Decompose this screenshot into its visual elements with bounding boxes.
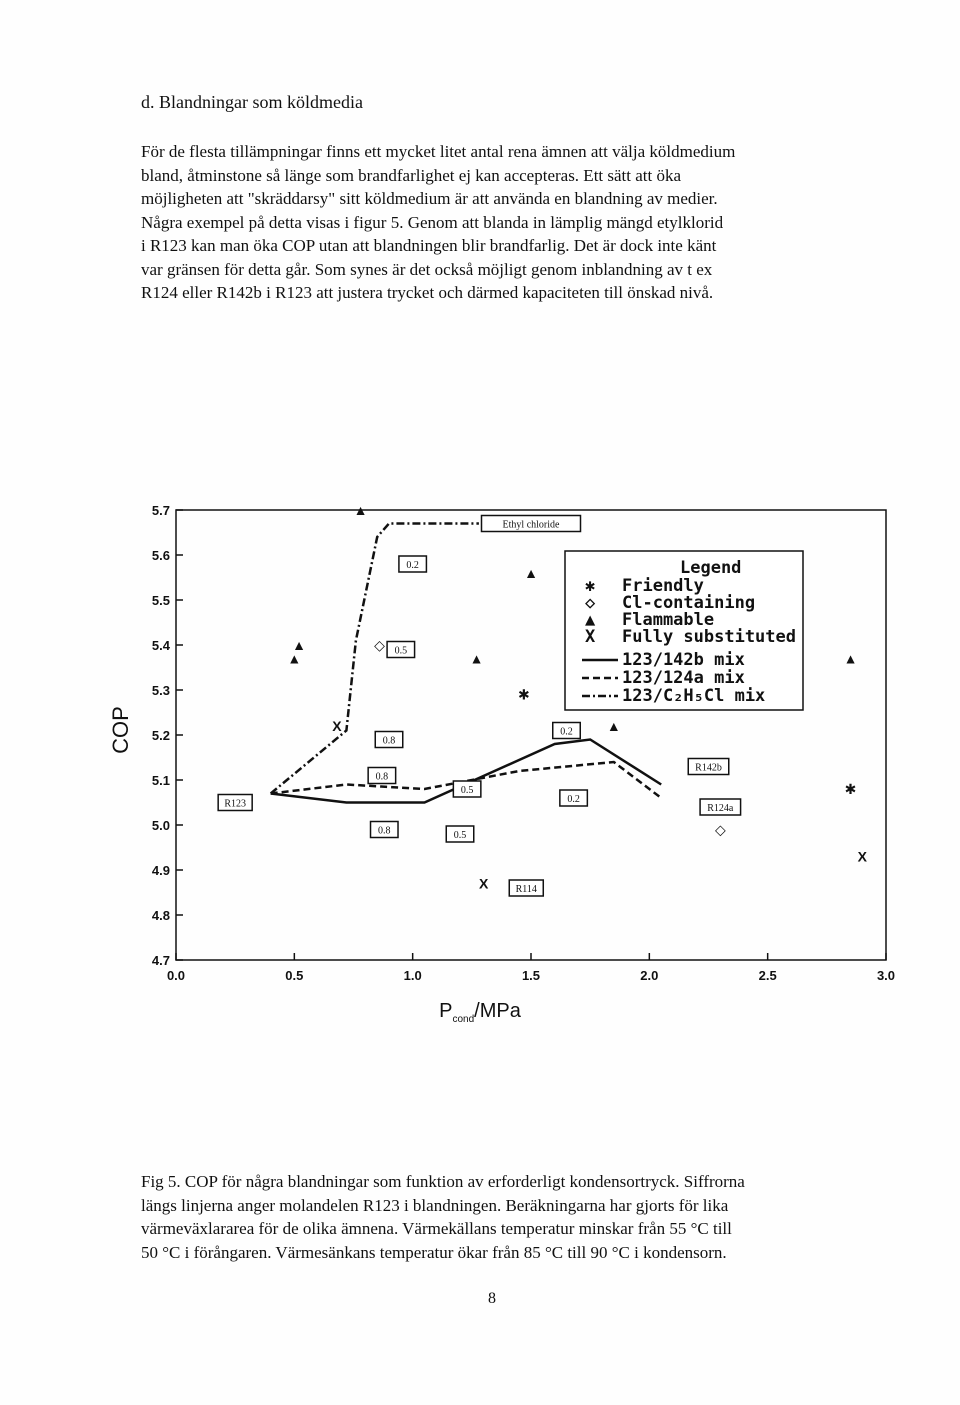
y-axis-label: COP bbox=[110, 706, 133, 754]
point-label: 0.8 bbox=[378, 825, 391, 837]
x-axis-label bbox=[439, 1000, 522, 1025]
y-tick-label: 5.2 bbox=[151, 728, 170, 743]
y-tick-label: 5.6 bbox=[151, 548, 170, 563]
point-label: 0.8 bbox=[382, 735, 396, 747]
intro-paragraph bbox=[141, 140, 853, 305]
data-point-marker: ▲ bbox=[843, 650, 858, 667]
legend-symbol-cl: ◇ bbox=[585, 593, 596, 613]
y-tick-label: 5.0 bbox=[151, 818, 170, 833]
legend-label-cl: Cl-containing bbox=[622, 593, 756, 613]
x-tick-label: 2.5 bbox=[758, 968, 777, 983]
series-line-dashdot bbox=[271, 524, 479, 794]
point-label: 0.8 bbox=[375, 771, 389, 783]
data-point-marker: X bbox=[478, 875, 489, 892]
caption-line: längs linjerna anger molandelen R123 i blandningen. Beräkningarna har gjorts för lika bbox=[141, 1195, 729, 1215]
y-tick-label: 5.3 bbox=[151, 683, 170, 698]
paragraph-line: Några exempel på detta visas i figur 5. Genom att blanda in lämplig mängd etylklorid bbox=[141, 212, 724, 232]
paragraph-line: bland, åtminstone så länge som brandfarlighet ej kan accepteras. Ett sätt att öka bbox=[141, 165, 682, 185]
y-tick-label: 5.7 bbox=[151, 503, 170, 518]
x-axis-label-sub: cond bbox=[452, 1014, 475, 1025]
chart-legend bbox=[565, 551, 803, 710]
legend-label-124a: 123/124a mix bbox=[622, 668, 745, 688]
legend-label-fully: Fully substituted bbox=[622, 627, 796, 647]
data-point-marker: ▲ bbox=[292, 637, 306, 653]
legend-symbol-fully: X bbox=[585, 627, 596, 647]
data-point-marker: ◇ bbox=[374, 637, 385, 653]
point-label: 0.5 bbox=[460, 785, 474, 796]
data-point-marker: ▲ bbox=[469, 650, 484, 667]
point-label: R124a bbox=[707, 803, 734, 814]
figure-5 bbox=[110, 490, 910, 1030]
section-heading: d. Blandningar som köldmedia bbox=[141, 92, 363, 112]
caption-line: 50 °C i förångaren. Värmesänkans temperatur ökar från 85 °C till 90 °C i kondensorn. bbox=[141, 1242, 727, 1262]
x-tick-label: 1.0 bbox=[403, 968, 422, 983]
y-tick-label: 5.4 bbox=[151, 638, 170, 653]
legend-symbol-friendly: ✱ bbox=[585, 576, 596, 596]
paragraph-line: R124 eller R142b i R123 att justera trycket och därmed kapaciteten till önskad nivå. bbox=[141, 283, 714, 302]
point-label: 0.2 bbox=[567, 794, 580, 805]
paragraph-line: var gränsen för detta går. Som synes är det också möjligt genom inblandning av t ex bbox=[141, 259, 713, 279]
figure-caption bbox=[141, 1170, 861, 1264]
x-tick-label: 0.5 bbox=[285, 968, 304, 983]
point-label: 0.5 bbox=[394, 645, 408, 657]
point-label: R123 bbox=[224, 798, 247, 810]
y-tick-label: 4.9 bbox=[151, 863, 170, 878]
cop-chart bbox=[110, 490, 910, 1030]
data-point-marker: ✱ bbox=[844, 781, 857, 797]
x-tick-label: 0.0 bbox=[166, 968, 186, 983]
y-tick-label: 5.5 bbox=[151, 593, 170, 608]
point-label: R114 bbox=[515, 884, 537, 895]
point-label: 0.2 bbox=[406, 560, 419, 571]
data-point-marker: ▲ bbox=[353, 502, 368, 518]
y-tick-label: 4.8 bbox=[151, 908, 170, 923]
x-axis-label-unit: /MPa bbox=[474, 1000, 521, 1022]
legend-title: Legend bbox=[680, 558, 742, 578]
x-axis-label-main: P bbox=[439, 1000, 453, 1022]
x-tick-label: 3.0 bbox=[876, 968, 896, 983]
paragraph-line: För de flesta tillämpningar finns ett mycket litet antal rena ämnen att välja köldmedium bbox=[141, 142, 736, 161]
caption-line: Fig 5. COP för några blandningar som funktion av erforderligt kondensortryck. Siffrorna bbox=[141, 1172, 745, 1191]
paragraph-line: i R123 kan man öka COP utan att blandningen blir brandfarlig. Det är dock inte känt bbox=[141, 236, 717, 255]
legend-label-flammable: Flammable bbox=[622, 610, 715, 630]
x-tick-label: 2.0 bbox=[640, 968, 659, 983]
data-point-marker: X bbox=[857, 848, 868, 865]
point-label: Ethyl chloride bbox=[502, 519, 560, 531]
data-point-marker: ✱ bbox=[518, 686, 530, 703]
data-point-marker: ▲ bbox=[606, 718, 621, 734]
y-tick-label: 5.1 bbox=[151, 773, 170, 788]
point-label: R142b bbox=[695, 762, 722, 774]
legend-label-friendly: Friendly bbox=[622, 576, 704, 596]
point-label: 0.2 bbox=[560, 726, 573, 738]
data-point-marker: ◇ bbox=[714, 821, 726, 838]
data-point-marker: X bbox=[332, 718, 342, 734]
page-number: 8 bbox=[488, 1290, 496, 1307]
legend-symbol-flammable: ▲ bbox=[585, 610, 596, 630]
paragraph-line: möjligheten att "skräddarsy" sitt köldmedium är att använda en blandning av medier. bbox=[141, 189, 718, 208]
data-point-marker: ▲ bbox=[287, 650, 302, 667]
data-point-marker: ▲ bbox=[524, 565, 538, 581]
y-tick-label: 4.7 bbox=[151, 953, 170, 968]
legend-label-c2h5cl: 123/C₂H₅Cl mix bbox=[622, 686, 766, 706]
legend-label-142b: 123/142b mix bbox=[622, 650, 745, 670]
caption-line: värmeväxlararea för de olika ämnena. Värmekällans temperatur minskar från 55 °C till bbox=[141, 1219, 732, 1238]
point-label: 0.5 bbox=[453, 830, 467, 841]
x-tick-label: 1.5 bbox=[521, 968, 541, 983]
